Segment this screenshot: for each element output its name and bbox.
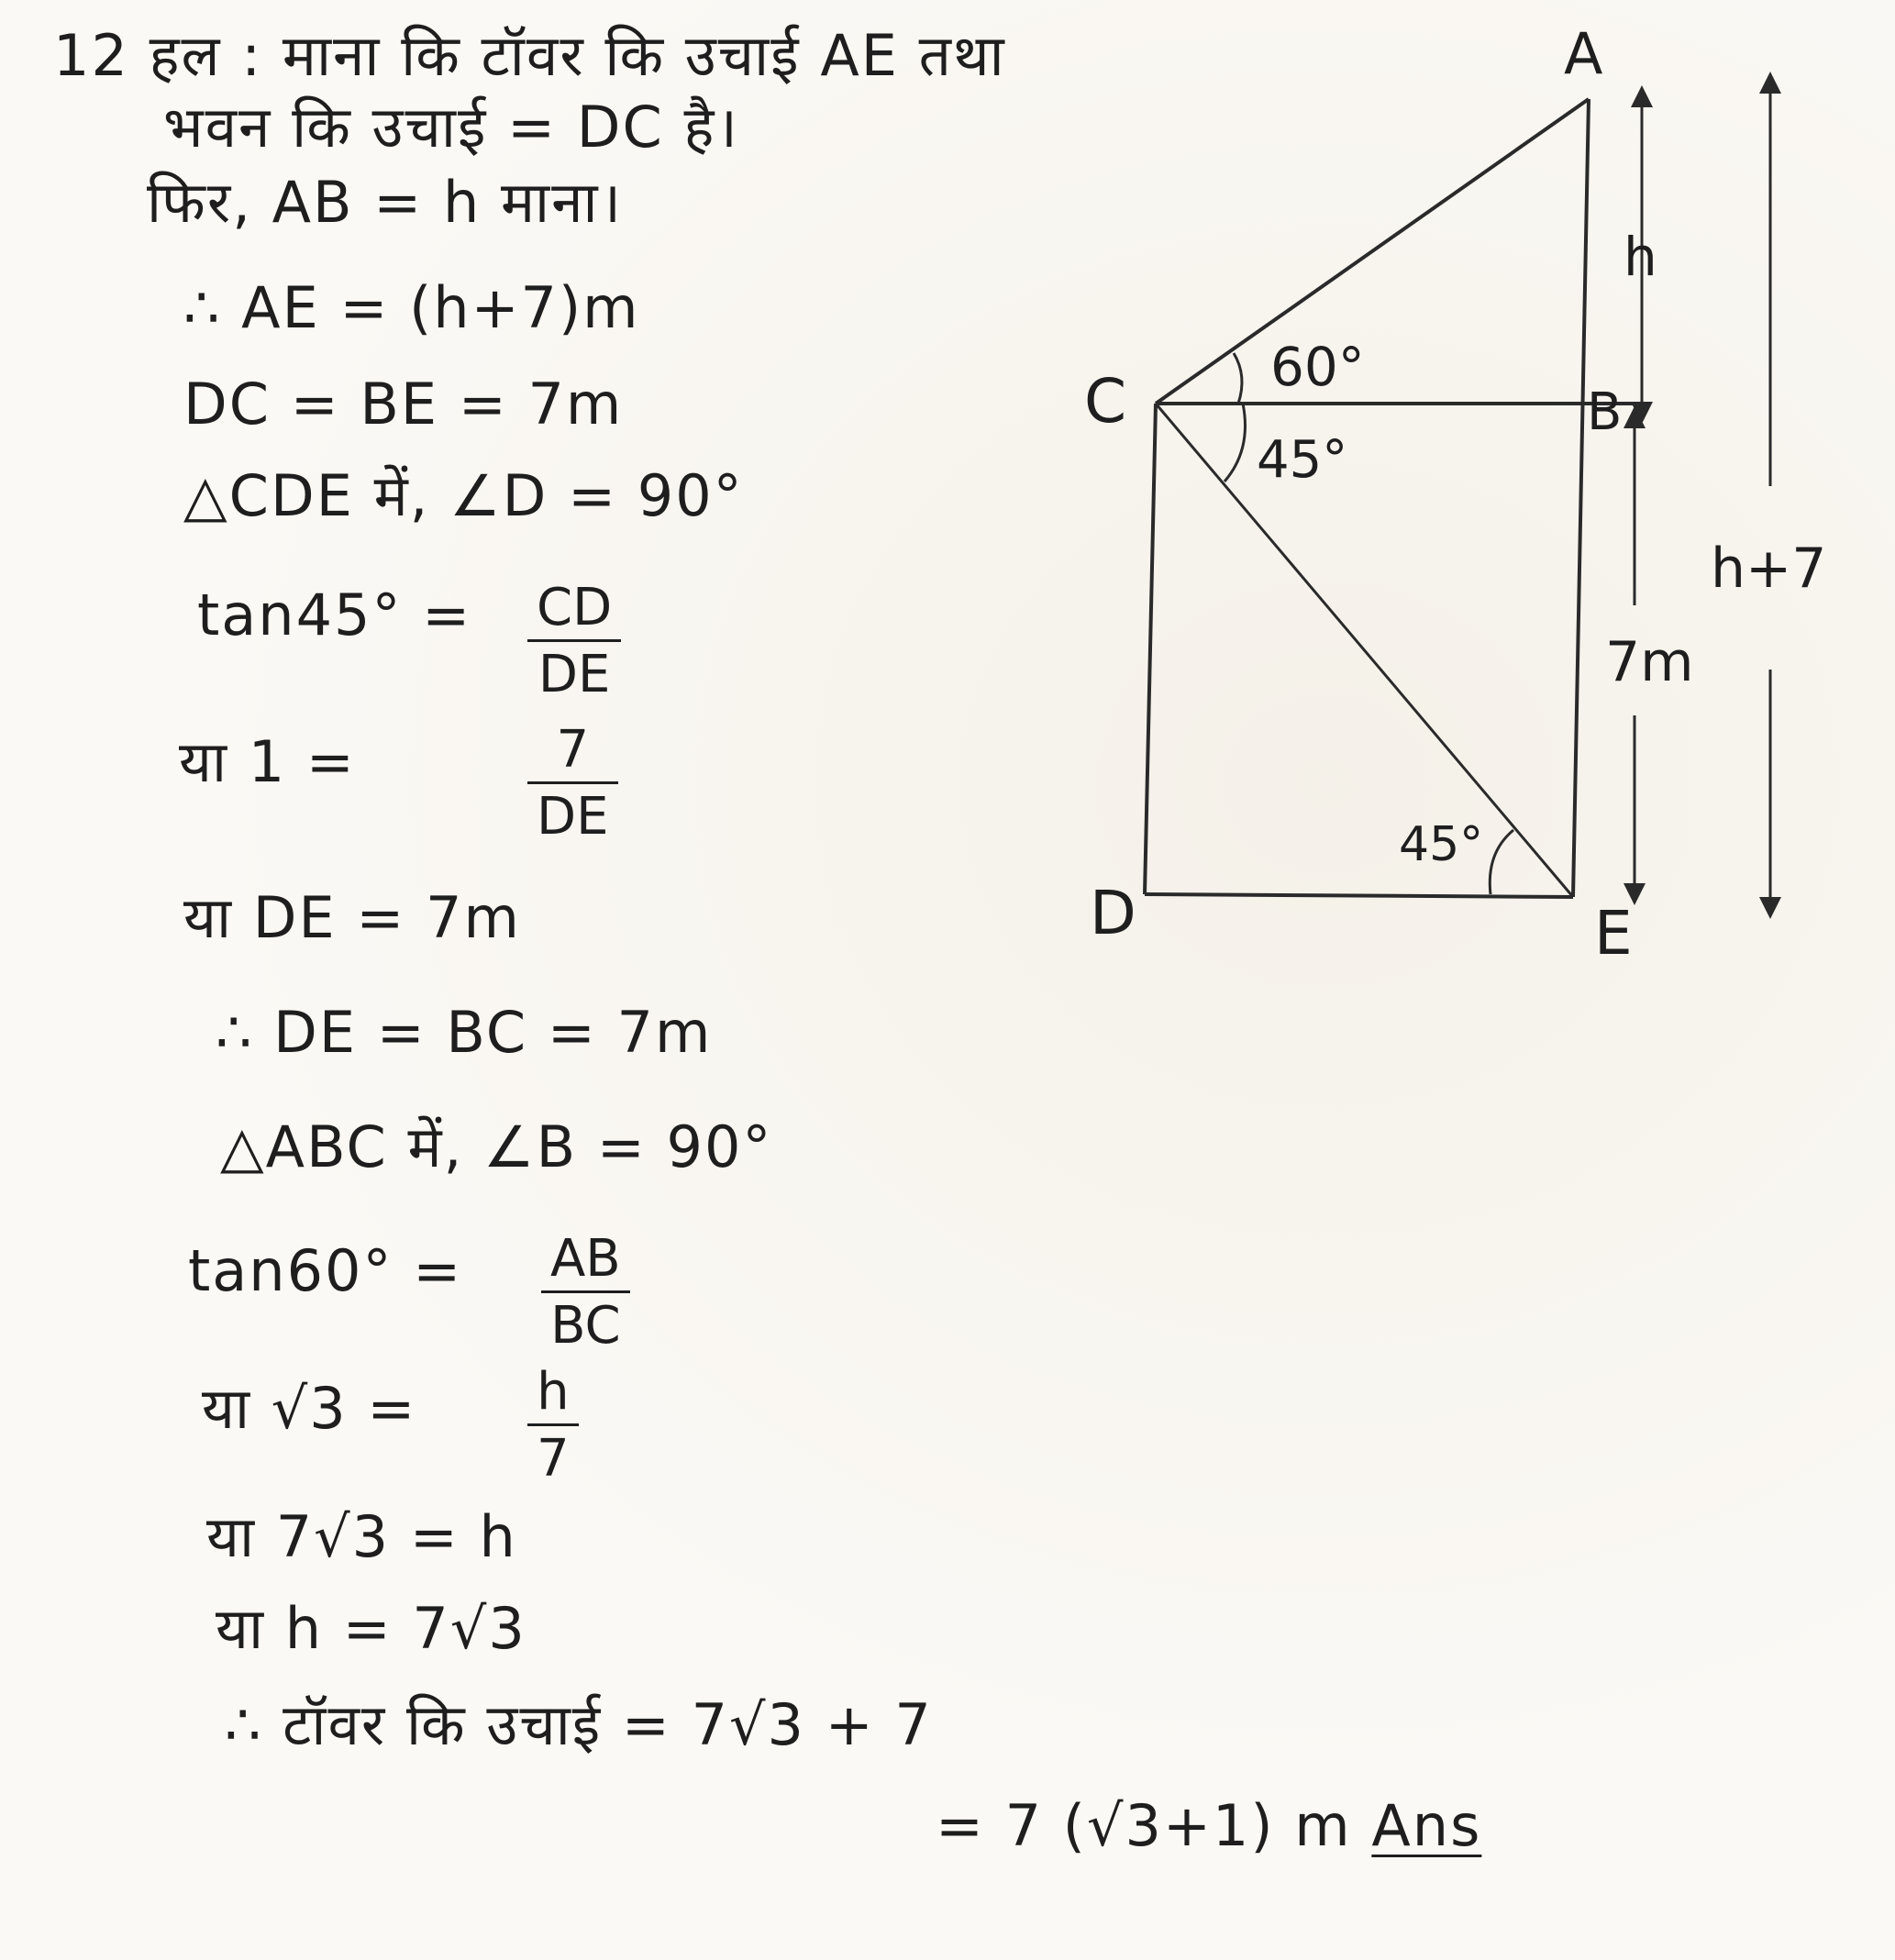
step-one-numerator: 7 <box>556 720 590 780</box>
answer-label: Ans <box>1371 1792 1482 1859</box>
line-de <box>1145 894 1573 897</box>
angle-label-45-top: 45° <box>1257 430 1348 490</box>
step-one-denominator: DE <box>537 787 609 847</box>
solution-line-ae: ∴ AE = (h+7)m <box>183 274 640 341</box>
solution-line-assume-ab: फिर, AB = h माना। <box>147 169 624 236</box>
angle-label-45-bottom: 45° <box>1399 817 1484 872</box>
solution-line-dc-be: DC = BE = 7m <box>183 371 624 437</box>
solution-root3-lhs: या √3 = <box>202 1375 417 1442</box>
solution-tan60-lhs: tan60° = <box>188 1237 463 1304</box>
dimension-label-7m: 7m <box>1605 630 1694 694</box>
solution-line-tower-height: ∴ टॉवर कि उचाई = 7√3 + 7 <box>225 1691 933 1758</box>
solution-line-intro: 12 हल : माना कि टॉवर कि उचाई AE तथा <box>53 22 1006 89</box>
angle-arc-45-bottom <box>1490 830 1513 894</box>
tan45-denominator: DE <box>537 645 611 704</box>
point-label-d: D <box>1090 878 1136 948</box>
root3-denominator: 7 <box>537 1429 570 1489</box>
solution-line-7root3: या 7√3 = h <box>206 1503 517 1570</box>
angle-arc-60 <box>1234 353 1242 404</box>
point-label-c: C <box>1084 366 1127 437</box>
tan60-numerator: AB <box>550 1229 621 1289</box>
solution-tan45-lhs: tan45° = <box>197 581 472 648</box>
line-cd <box>1145 404 1156 894</box>
angle-arc-45-top <box>1225 404 1246 482</box>
tan60-denominator: BC <box>550 1296 621 1356</box>
tan45-numerator: CD <box>537 578 613 637</box>
line-ca <box>1156 99 1589 404</box>
angle-label-60: 60° <box>1270 336 1365 398</box>
point-label-a: A <box>1564 20 1603 87</box>
solution-line-triangle-cde: △CDE में, ∠D = 90° <box>183 462 744 529</box>
root3-numerator: h <box>537 1362 570 1422</box>
final-answer-value: = 7 (√3+1) m <box>936 1792 1352 1859</box>
point-label-b: B <box>1587 382 1623 442</box>
solution-step-one-lhs: या 1 = <box>179 728 356 795</box>
solution-line-building-height: भवन कि उचाई = DC है। <box>163 94 739 161</box>
dimension-label-h7: h+7 <box>1711 537 1827 601</box>
solution-line-h: या h = 7√3 <box>216 1595 526 1662</box>
solution-line-triangle-abc: △ABC में, ∠B = 90° <box>220 1113 773 1180</box>
point-label-e: E <box>1594 898 1633 969</box>
solution-line-de-bc: ∴ DE = BC = 7m <box>216 999 713 1066</box>
line-ce <box>1156 404 1573 897</box>
dimension-label-h: h <box>1623 226 1657 288</box>
solution-line-de: या DE = 7m <box>183 884 521 951</box>
line-ae <box>1573 99 1589 897</box>
